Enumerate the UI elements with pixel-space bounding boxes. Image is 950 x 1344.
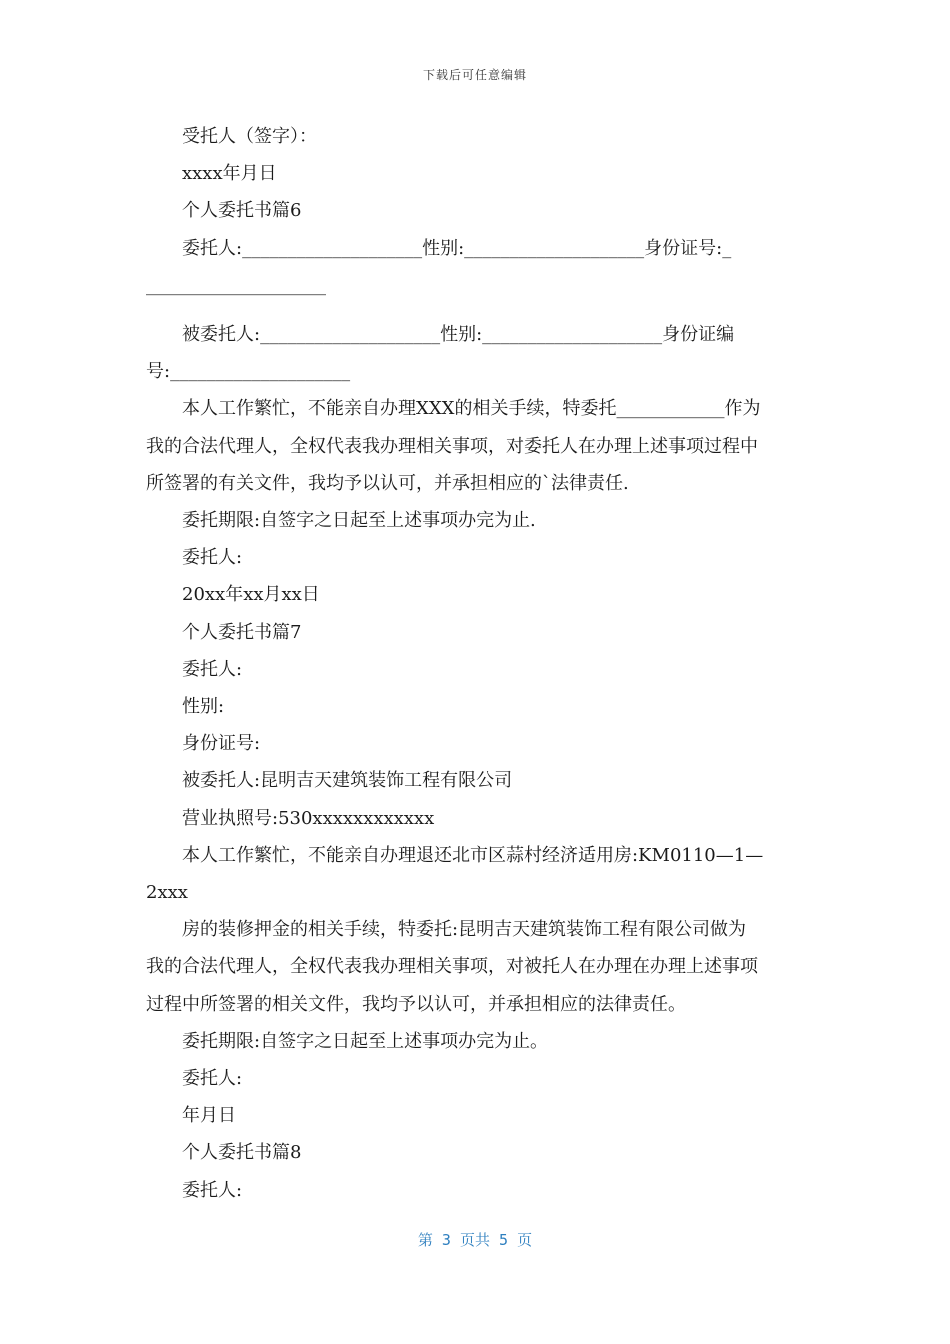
document-body	[146, 118, 806, 1209]
text-line: 被委托人:昆明吉天建筑装饰工程有限公司	[182, 770, 513, 792]
text-line: 20xx年xx月xx日	[182, 584, 320, 606]
text-line: 受托人（签字）：	[182, 126, 317, 147]
text-line: 所签署的有关文件，我均予以认可，并承担相应的`法律责任.	[146, 472, 629, 494]
text-line: 房的装修押金的相关手续，特委托:昆明吉天建筑装饰工程有限公司做为	[182, 919, 747, 941]
text-line: 性别:	[182, 696, 225, 718]
section-heading: 个人委托书篇8	[182, 1142, 302, 1164]
text-line: 本人工作繁忙，不能亲自办理退还北市区蒜村经济适用房:KM0110—1—	[182, 844, 764, 866]
text-line: 我的合法代理人，全权代表我办理相关事项，对被托人在办理在办理上述事项	[146, 956, 758, 978]
text-line: 身份证号:	[182, 733, 261, 755]
text-line: 委托期限:自签字之日起至上述事项办完为止。	[182, 1030, 549, 1052]
text-line: 2xxx	[146, 882, 188, 904]
text-line: 被委托人:____________________性别:____________________身份证编	[182, 324, 735, 346]
section-heading: 个人委托书篇7	[182, 621, 302, 643]
text-line: 委托人:	[182, 547, 243, 569]
text-line: 我的合法代理人，全权代表我办理相关事项，对委托人在办理上述事项过程中	[146, 435, 758, 457]
text-line: 委托期限:自签字之日起至上述事项办完为止.	[182, 510, 536, 532]
text-line: 营业执照号:530xxxxxxxxxxxx	[182, 807, 435, 829]
text-line: 过程中所签署的相关文件，我均予以认可，并承担相应的法律责任。	[146, 993, 686, 1015]
text-line: xxxx年月日	[182, 163, 277, 185]
text-line: 委托人:	[182, 1068, 243, 1090]
text-line: ____________________	[146, 274, 326, 296]
text-line: 号:____________________	[146, 361, 351, 383]
text-line: 委托人:	[182, 1179, 243, 1201]
text-line: 委托人:	[182, 658, 243, 680]
page-number: 第 3 页共 5 页	[417, 1231, 533, 1249]
text-line: 委托人:____________________性别:____________________身份证号:_	[182, 237, 732, 259]
text-line: 本人工作繁忙，不能亲自办理XXX的相关手续，特委托____________作为	[182, 398, 761, 420]
header-note: 下载后可任意编辑	[422, 68, 527, 82]
text-line: 年月日	[182, 1105, 236, 1127]
section-heading: 个人委托书篇6	[182, 200, 302, 222]
